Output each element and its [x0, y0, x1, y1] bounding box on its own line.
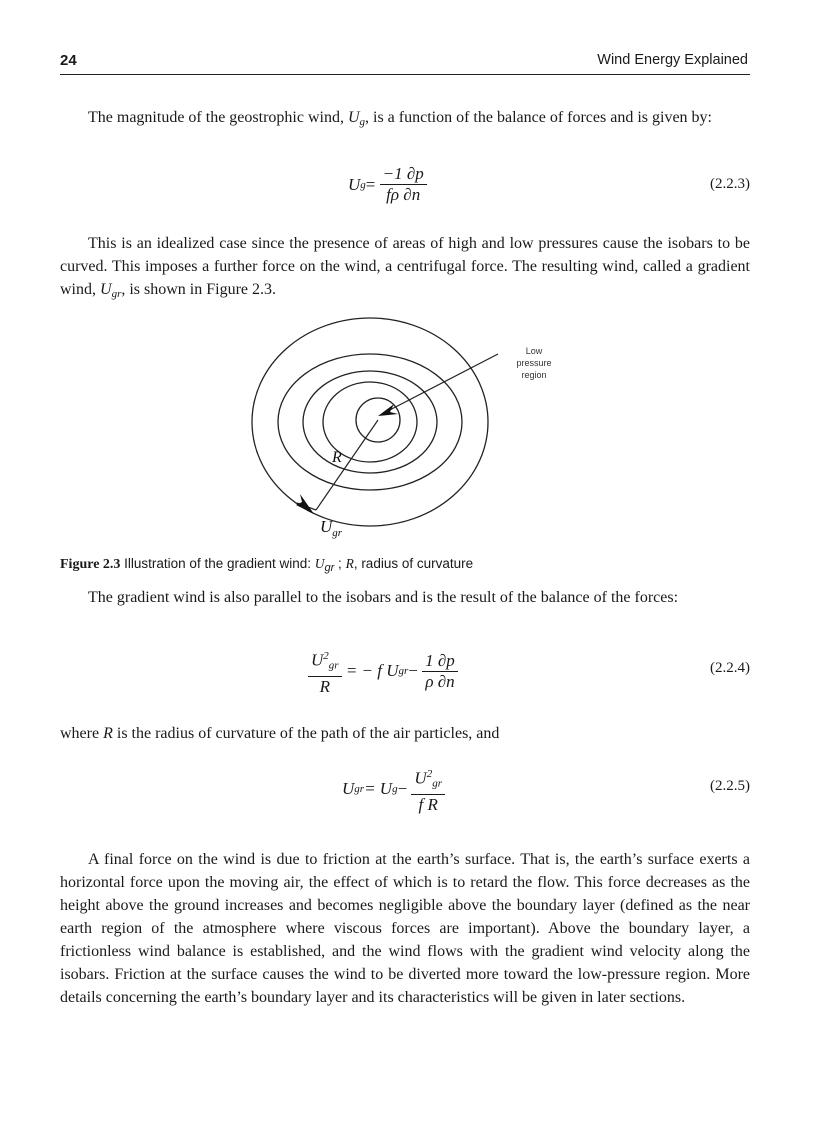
paragraph-friction: A final force on the wind is due to friction at the earth’s surface. That is, the earth’s surface exerts a horizontal force upon the moving air, the effect of which is to retard the flow. This force decreases as the height above the ground increases and becomes negligible above the boundary layer (defined as the near earth region of the atmosphere where viscous forces are important). Above the boundary layer, a frictionless wind balance is established, and the wind flows with the gradient wind velocity along the isobars. Friction at the surface causes the wind to be diverted more toward the low-pressure region. More details concerning the earth’s boundary layer and its characteristics will be given in later sections.: [60, 851, 750, 1006]
figure-caption: Figure 2.3 Illustration of the gradient wind: $U_{gr}$ ; R, radius of curvature: [60, 556, 474, 574]
gradient-wind-figure: [240, 300, 580, 550]
paragraph-radius: where R is the radius of curvature of the path of the air particles, and: [60, 725, 500, 742]
equation-number: (2.2.3): [710, 176, 750, 192]
paragraph-gradient-wind: This is an idealized case since the presence of areas of high and low pressures cause the isobars to be curved. This imposes a further force on the wind, a centrifugal force. The resulting wind, called a gradient wind, $U_{gr}$, is shown in Figure 2.3.: [60, 235, 750, 300]
isobar-third: [278, 354, 462, 490]
pressure-pointer-line: [382, 354, 498, 414]
equation-2-2-3: Ug= $\frac{-1 \partial p}{f\rho \partial n}$: [348, 164, 427, 205]
label-R: R: [332, 449, 342, 466]
label-pressure: pressure: [516, 358, 552, 368]
isobar-outer: [252, 318, 488, 526]
velocity-arrowhead: [296, 494, 314, 514]
page-number: 24: [60, 52, 77, 69]
label-low: Low: [525, 346, 543, 356]
label-U: $U_{gr}$: [320, 517, 343, 539]
paragraph-geostrophic: The magnitude of the geostrophic wind, $U_g$, is a function of the balance of forces and is given by:: [88, 109, 712, 128]
equation-2-2-4: $\frac{U^2_{gr}}{R}$ = − f Ugr− $\frac{1 \partial p}{\rho \partial n}$: [308, 646, 458, 697]
paragraph-balance: The gradient wind is also parallel to the isobars and is the result of the balance of the forces:: [88, 589, 679, 606]
label-region: region: [521, 370, 547, 380]
equation-number: (2.2.5): [710, 778, 750, 794]
equation-number: (2.2.4): [710, 660, 750, 676]
equation-2-2-5: Ugr= Ug− $\frac{U^2_{gr}}{\text{f R}}$: [342, 764, 445, 815]
running-head: Wind Energy Explained: [597, 52, 748, 68]
page-header: [60, 50, 750, 75]
